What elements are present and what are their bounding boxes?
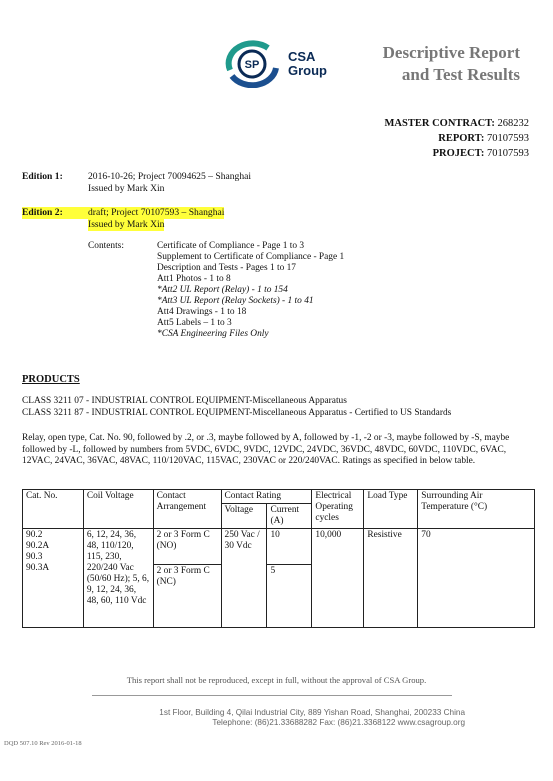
report-title-line1: Descriptive Report	[382, 43, 520, 62]
class-1: CLASS 3211 07 - INDUSTRIAL CONTROL EQUIPMENT-Miscellaneous Apparatus	[22, 396, 347, 406]
class-list	[22, 395, 451, 419]
report-title-line2: and Test Results	[401, 65, 520, 84]
contents-list	[157, 241, 344, 340]
edition-1-line1: 2016-10-26; Project 70094625 – Shanghai	[88, 171, 252, 182]
footer-divider	[92, 695, 452, 696]
edition-1-line2: Issued by Mark Xin	[88, 183, 165, 194]
list-item: *CSA Engineering Files Only	[157, 329, 269, 339]
product-description: Relay, open type, Cat. No. 90, followed by .2, or .3, maybe followed by A, followed by -1, -2 or -3, maybe followed by -S, maybe followed by -L, followed by numbers from 5VDC, 6VDC, 9VDC, 12VDC, 24VDC, 36VDC, 48VDC, 60VDC, 110VDC, 6VAC, 12VAC, 24VAC, 36VAC, 48VAC, 110/120VAC, 115VAC, 230VAC or 220/240VAC. Ratings as specified in below table.	[22, 433, 510, 467]
header-contact-rating: Contact Rating	[221, 490, 312, 504]
list-item: Att5 Labels – 1 to 3	[157, 318, 232, 328]
header-contact-arrangement: Contact Arrangement	[153, 490, 221, 529]
table-header-row	[23, 490, 535, 504]
footer-address: 1st Floor, Building 4, Qilai Industrial City, 889 Yishan Road, Shanghai, 200233 China	[159, 708, 465, 717]
edition-2-label: Edition 2:	[22, 207, 92, 219]
list-item: Description and Tests - Pages 1 to 17	[157, 263, 296, 273]
cell-temperature: 70	[418, 529, 535, 628]
footer-address-block	[105, 708, 465, 728]
report-meta	[385, 116, 529, 161]
list-item: Att1 Photos - 1 to 8	[157, 274, 231, 284]
cell-voltage: 250 Vac / 30 Vdc	[221, 529, 267, 628]
products-heading: PRODUCTS	[22, 374, 80, 385]
list-item: Certificate of Compliance - Page 1 to 3	[157, 241, 305, 251]
header-voltage: Voltage	[221, 504, 267, 529]
list-item: *Att2 UL Report (Relay) - 1 to 154	[157, 285, 288, 295]
list-item: *Att3 UL Report (Relay Sockets) - 1 to 41	[157, 296, 314, 306]
edition-2-line1: draft; Project 70107593 – Shanghai	[88, 207, 225, 218]
ratings-table	[22, 489, 535, 628]
cell-current-nc: 5	[267, 565, 312, 628]
cell-cat-no: 90.2 90.2A 90.3 90.3A	[23, 529, 84, 628]
header-coil-voltage: Coil Voltage	[83, 490, 153, 529]
logo-line2: Group	[288, 63, 327, 78]
header-air-temperature: Surrounding Air Temperature (°C)	[418, 490, 535, 529]
class-2: CLASS 3211 87 - INDUSTRIAL CONTROL EQUIPMENT-Miscellaneous Apparatus - Certified to US Standards	[22, 408, 452, 418]
header-load-type: Load Type	[364, 490, 418, 529]
meta-report: REPORT: 70107593	[438, 133, 529, 144]
csa-logo-icon	[222, 40, 284, 88]
cell-cycles: 10,000	[312, 529, 364, 628]
cell-current-no: 10	[267, 529, 312, 565]
edition-2-line2: Issued by Mark Xin	[88, 219, 165, 230]
header-current: Current (A)	[267, 504, 312, 529]
header-operating-cycles: Electrical Operating cycles	[312, 490, 364, 529]
meta-project: PROJECT: 70107593	[432, 148, 529, 159]
svg-text:SP: SP	[244, 59, 260, 71]
meta-master-contract: MASTER CONTRACT: 268232	[384, 118, 529, 129]
logo-wordmark	[288, 50, 327, 78]
list-item: Supplement to Certificate of Compliance - Page 1	[157, 252, 345, 262]
cell-contact-nc: 2 or 3 Form C (NC)	[153, 565, 221, 628]
logo-line1: CSA	[288, 49, 316, 64]
cell-contact-no: 2 or 3 Form C (NO)	[153, 529, 221, 565]
contents-label: Contents:	[88, 241, 124, 251]
footer-phone: Telephone: (86)21.33688282 Fax: (86)21.3368122 www.csagroup.org	[212, 718, 465, 727]
table-row	[23, 529, 535, 565]
edition-1-label: Edition 1:	[22, 171, 63, 182]
list-item: Att4 Drawings - 1 to 18	[157, 307, 247, 317]
report-title	[383, 42, 520, 86]
cell-load-type: Resistive	[364, 529, 418, 628]
form-id: DQD 507.10 Rev 2016-01-18	[4, 740, 82, 747]
header-cat-no: Cat. No.	[23, 490, 84, 529]
cell-coil-voltage: 6, 12, 24, 36, 48, 110/120, 115, 230, 220/240 Vac (50/60 Hz); 5, 6, 9, 12, 24, 36, 48, 60, 110 Vdc	[83, 529, 153, 628]
footer-note: This report shall not be reproduced, except in full, without the approval of CSA Group.	[126, 675, 427, 685]
